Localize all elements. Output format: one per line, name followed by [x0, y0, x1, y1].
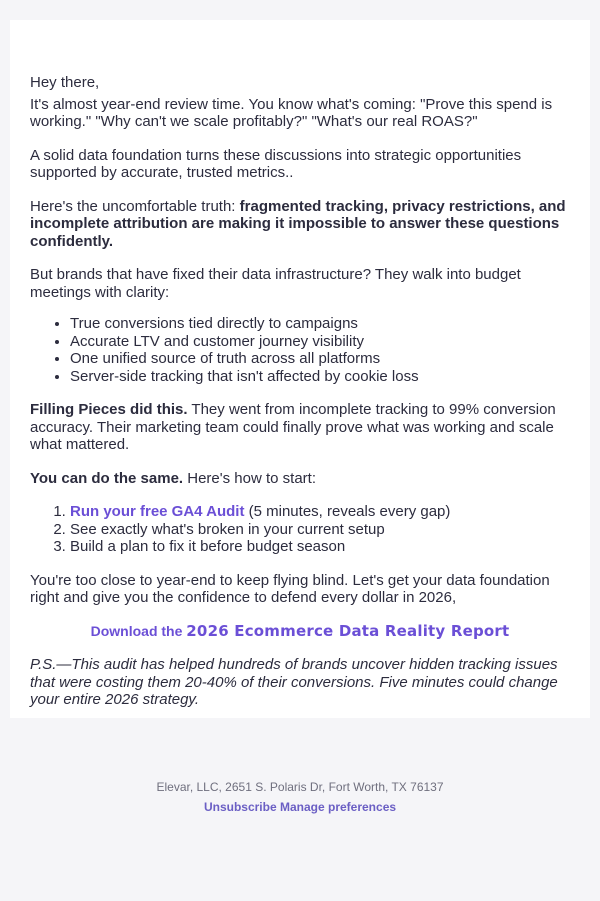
list-item: 2. See exactly what's broken in your current setup — [70, 521, 570, 539]
step1-text: (5 minutes, reveals every gap) — [244, 503, 451, 520]
same-text: Here's how to start: — [183, 469, 317, 487]
foundation-paragraph: A solid data foundation turns these discussions into strategic opportunities supported by accurate, trusted metrics.. — [30, 146, 522, 181]
list-item: • Server-side tracking that isn't affected by cookie loss — [70, 368, 570, 386]
list-item: • True conversions tied directly to campaigns — [70, 315, 570, 333]
footer-address: Elevar, LLC, 2651 S. Polaris Dr, Fort Worth, TX 76137 — [156, 780, 444, 794]
unsubscribe-link[interactable]: Unsubscribe — [203, 800, 277, 814]
footer — [0, 780, 600, 814]
cta-title: 2026 Ecommerce Data Reality Report — [186, 621, 510, 640]
benefits-list — [30, 315, 570, 385]
list-item — [70, 503, 570, 521]
footer-links — [0, 800, 600, 814]
cta-prefix: Download the — [90, 622, 187, 639]
closing-paragraph: You're too close to year-end to keep flying blind. Let's get your data foundation right and give you the confidence to defend every dollar in 2026, — [30, 571, 550, 606]
ga4-audit-link[interactable]: Run your free GA4 Audit — [70, 503, 245, 520]
email-body — [30, 74, 570, 709]
truth-paragraph — [30, 198, 570, 251]
email-card — [10, 20, 590, 718]
steps-list — [30, 503, 570, 556]
truth-bold: fragmented tracking, privacy restrictions, and incomplete attribution are making it impossible to answer these questions confidently. — [30, 197, 566, 250]
manage-preferences-link[interactable]: Manage preferences — [279, 800, 397, 814]
case-bold: Filling Pieces did this. — [30, 401, 188, 418]
brands-intro: But brands that have fixed their data infrastructure? They walk into budget meetings with clarity: — [30, 266, 521, 301]
intro-paragraph: It's almost year-end review time. You know what's coming: "Prove this spend is working." "Why can't we scale profitably?" "What's our real ROAS?" — [30, 95, 553, 130]
cta — [30, 623, 570, 641]
case-text: They went from incomplete tracking to 99% conversion accuracy. Their marketing team could finally prove what was working and scale what mattered. — [30, 401, 556, 453]
greeting: Hey there, — [30, 74, 100, 91]
list-item: • One unified source of truth across all platforms — [70, 350, 570, 368]
list-item: • Accurate LTV and customer journey visibility — [70, 333, 570, 351]
ps-paragraph: P.S.—This audit has helped hundreds of brands uncover hidden tracking issues that were costing them 20-40% of their conversions. Five minutes could change your entire 2026 strategy. — [30, 656, 558, 708]
same-paragraph — [30, 470, 570, 488]
truth-prefix: Here's the uncomfortable truth: — [30, 197, 240, 215]
case-paragraph — [30, 401, 570, 454]
report-download-link[interactable] — [91, 623, 510, 640]
list-item: 3. Build a plan to fix it before budget season — [70, 538, 570, 556]
same-bold: You can do the same. — [30, 469, 184, 487]
